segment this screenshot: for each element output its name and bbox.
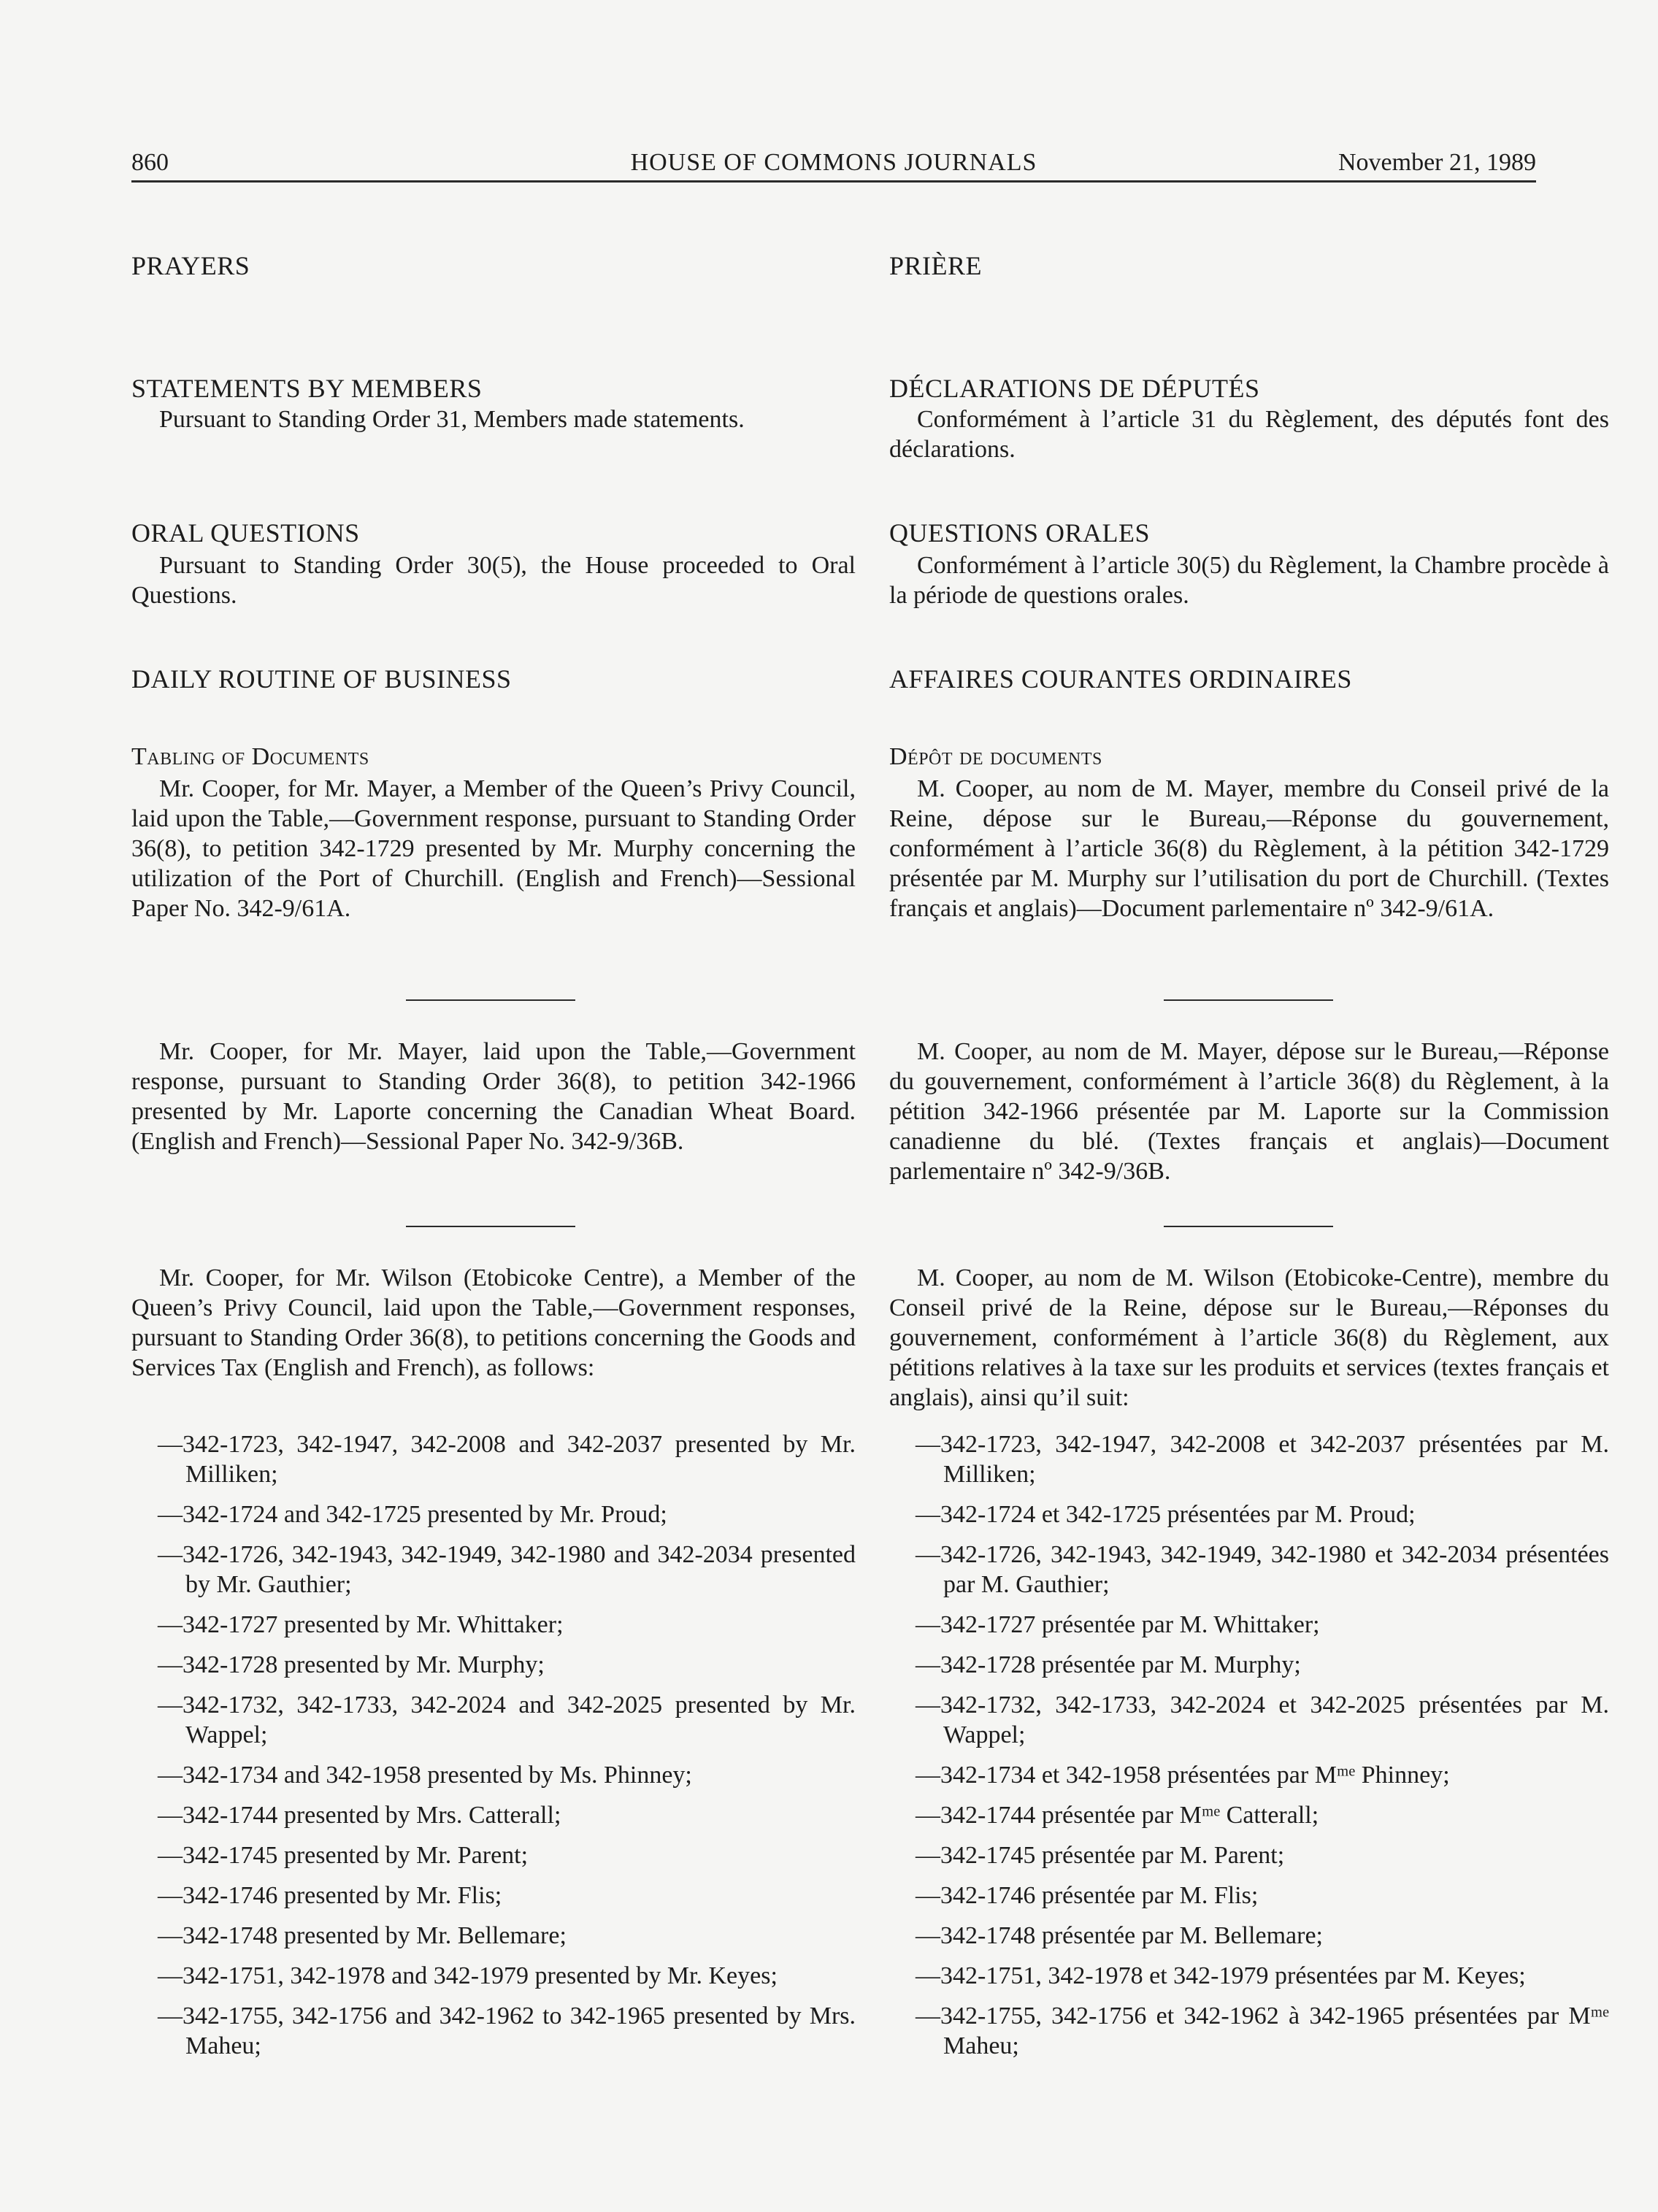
list-item: —342-1748 présentée par M. Bellemare; bbox=[916, 1922, 1323, 1949]
list-item: —342-1755, 342-1756 and 342-1962 to 342-1965 presented by Mrs. Maheu; bbox=[158, 2002, 856, 2059]
list-item: —342-1744 presented by Mrs. Catterall; bbox=[158, 1802, 561, 1829]
list-item: —342-1728 présentée par M. Murphy; bbox=[916, 1651, 1301, 1678]
list-item: —342-1724 and 342-1725 presented by Mr. Proud; bbox=[158, 1501, 667, 1528]
section-separator bbox=[406, 999, 575, 1001]
tabling-paragraph-2-fr: M. Cooper, au nom de M. Mayer, dépose sur le Bureau,—Réponse du gouvernement, conformément à l’article 36(8) du Règlement, à la pétition 342-1966 présentée par M. Laporte sur la Commission canadienne du blé. (Textes français et anglais)—Document parlementaire nº 342-9/36B. bbox=[889, 1038, 1609, 1185]
journal-title: HOUSE OF COMMONS JOURNALS bbox=[630, 149, 1037, 176]
routine-heading: DAILY ROUTINE OF BUSINESS bbox=[131, 664, 512, 694]
petition-list bbox=[131, 1429, 856, 2061]
list-item: —342-1755, 342-1756 et 342-1962 à 342-1965 présentées par Mᵐᵉ Maheu; bbox=[916, 2002, 1609, 2059]
list-item: —342-1728 presented by Mr. Murphy; bbox=[158, 1651, 545, 1678]
list-item: —342-1746 présentée par M. Flis; bbox=[916, 1882, 1259, 1909]
tabling-paragraph-1: Mr. Cooper, for Mr. Mayer, a Member of the Queen’s Privy Council, laid upon the Table,—Government response, pursuant to Standing Order 36(8), to petition 342-1729 presented by Mr. Murphy concerning the utilization of the Port of Churchill. (English and French)—Sessional Paper No. 342-9/61A. bbox=[131, 775, 856, 922]
list-item: —342-1744 présentée par Mᵐᵉ Catterall; bbox=[916, 1802, 1319, 1829]
oral-questions-heading: ORAL QUESTIONS bbox=[131, 518, 360, 548]
routine-heading-fr: AFFAIRES COURANTES ORDINAIRES bbox=[889, 664, 1352, 694]
list-item: —342-1745 présentée par M. Parent; bbox=[916, 1842, 1285, 1869]
tabling-paragraph-1-fr: M. Cooper, au nom de M. Mayer, membre du Conseil privé de la Reine, dépose sur le Bureau,—Réponse du gouvernement, conformément à l’article 36(8) du Règlement, à la pétition 342-1729 présentée par M. Murphy sur l’utilisation du port de Churchill. (Textes français et anglais)—Document parlementaire nº 342-9/61A. bbox=[889, 775, 1609, 922]
list-item: —342-1734 and 342-1958 presented by Ms. Phinney; bbox=[158, 1762, 692, 1789]
list-item: —342-1723, 342-1947, 342-2008 et 342-2037 présentées par M. Milliken; bbox=[916, 1431, 1609, 1488]
tabling-paragraph-3: Mr. Cooper, for Mr. Wilson (Etobicoke Centre), a Member of the Queen’s Privy Council, laid upon the Table,—Government responses, pursuant to Standing Order 36(8), to petitions concerning the Goods and Services Tax (English and French), as follows: bbox=[131, 1264, 856, 1381]
page-number: 860 bbox=[131, 149, 169, 176]
oral-questions-heading-fr: QUESTIONS ORALES bbox=[889, 518, 1151, 548]
petition-list-fr bbox=[889, 1429, 1609, 2061]
section-separator bbox=[1164, 999, 1333, 1001]
header-rule bbox=[131, 180, 1536, 183]
list-item: —342-1748 presented by Mr. Bellemare; bbox=[158, 1922, 567, 1949]
tabling-heading-fr: Dépôt de documents bbox=[889, 743, 1102, 770]
list-item: —342-1746 presented by Mr. Flis; bbox=[158, 1882, 502, 1909]
list-item: —342-1727 presented by Mr. Whittaker; bbox=[158, 1611, 564, 1638]
prayers-heading: PRAYERS bbox=[131, 251, 250, 280]
list-item: —342-1726, 342-1943, 342-1949, 342-1980 and 342-2034 presented by Mr. Gauthier; bbox=[158, 1541, 856, 1598]
list-item: —342-1732, 342-1733, 342-2024 et 342-2025 présentées par M. Wappel; bbox=[916, 1691, 1609, 1748]
tabling-paragraph-2: Mr. Cooper, for Mr. Mayer, laid upon the Table,—Government response, pursuant to Standing Order 36(8), to petition 342-1966 presented by Mr. Laporte concerning the Canadian Wheat Board. (English and French)—Sessional Paper No. 342-9/36B. bbox=[131, 1038, 856, 1155]
list-item: —342-1724 et 342-1725 présentées par M. Proud; bbox=[916, 1501, 1416, 1528]
tabling-paragraph-3-fr: M. Cooper, au nom de M. Wilson (Etobicoke-Centre), membre du Conseil privé de la Reine, dépose sur le Bureau,—Réponses du gouvernement, conformément à l’article 36(8) du Règlement, aux pétitions relatives à la taxe sur les produits et services (textes français et anglais), ainsi qu’il suit: bbox=[889, 1264, 1609, 1411]
statements-text: Pursuant to Standing Order 31, Members made statements. bbox=[159, 406, 745, 433]
statements-text-fr: Conformément à l’article 31 du Règlement, des députés font des déclarations. bbox=[889, 406, 1609, 463]
statements-heading: STATEMENTS BY MEMBERS bbox=[131, 374, 483, 403]
list-item: —342-1751, 342-1978 and 342-1979 presented by Mr. Keyes; bbox=[158, 1962, 778, 1989]
list-item: —342-1726, 342-1943, 342-1949, 342-1980 et 342-2034 présentées par M. Gauthier; bbox=[916, 1541, 1609, 1598]
journal-date: November 21, 1989 bbox=[1337, 149, 1536, 176]
list-item: —342-1727 présentée par M. Whittaker; bbox=[916, 1611, 1320, 1638]
list-item: —342-1751, 342-1978 et 342-1979 présentées par M. Keyes; bbox=[916, 1962, 1526, 1989]
list-item: —342-1734 et 342-1958 présentées par Mᵐᵉ Phinney; bbox=[916, 1762, 1450, 1789]
list-item: —342-1732, 342-1733, 342-2024 and 342-2025 presented by Mr. Wappel; bbox=[158, 1691, 856, 1748]
oral-questions-text: Pursuant to Standing Order 30(5), the House proceeded to Oral Questions. bbox=[131, 552, 856, 609]
list-item: —342-1745 presented by Mr. Parent; bbox=[158, 1842, 529, 1869]
prayers-heading-fr: PRIÈRE bbox=[889, 251, 983, 280]
tabling-heading: Tabling of Documents bbox=[131, 743, 369, 770]
statements-heading-fr: DÉCLARATIONS DE DÉPUTÉS bbox=[889, 374, 1260, 403]
list-item: —342-1723, 342-1947, 342-2008 and 342-2037 presented by Mr. Milliken; bbox=[158, 1431, 856, 1488]
oral-questions-text-fr: Conformément à l’article 30(5) du Règlement, la Chambre procède à la période de questions orales. bbox=[889, 552, 1609, 609]
running-header bbox=[131, 146, 1536, 183]
section-separator bbox=[1164, 1226, 1333, 1227]
section-separator bbox=[406, 1226, 575, 1227]
